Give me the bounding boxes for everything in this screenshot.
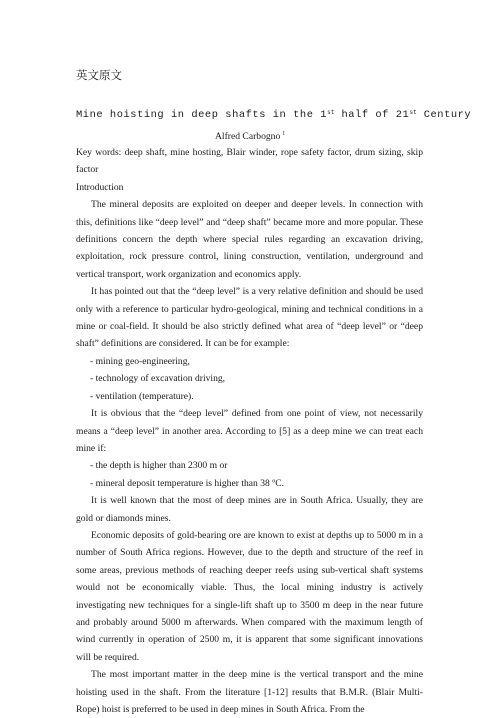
paragraph-2: It has pointed out that the “deep level” is a very relative definition and should be used only with a reference to particular hydro-geological, mining and technical conditions in a mine or coal-field. It should be also strictly defined what area of “deep level” or “deep shaft” definitions are considered. It can be for example: (76, 286, 423, 350)
title-superscript-1: st (327, 109, 335, 116)
body-text (76, 144, 423, 718)
paragraph-4: It is well known that the most of deep mines are in South Africa. Usually, they are gold or diamonds mines. (76, 495, 423, 524)
list-item: - mineral deposit temperature is higher than 38 ºC. (90, 477, 284, 489)
paragraph-6: The most important matter in the deep mine is the vertical transport and the mine hoisting used in the shaft. From the literature [1-12] results that B.M.R. (Blair Multi-Rope) hoist is preferred to be used in deep mines in South Africa. From the (76, 669, 423, 715)
intro-heading: Introduction (76, 181, 124, 193)
paper-title (76, 107, 472, 124)
list-item: - the depth is higher than 2300 m or (90, 460, 228, 472)
list-item: - ventilation (temperature). (90, 390, 194, 402)
paragraph-1: The mineral deposits are exploited on deeper and deeper levels. In connection with this, definitions like “deep level” and “deep shaft” became more and more popular. These definitions concern the depth where special rules regarding an excavation driving, exploitation, rock pressure control, lining construction, ventilation, underground and vertical transport, work organization and economics apply. (76, 199, 423, 280)
keywords: Key words: deep shaft, mine hosting, Blair winder, rope safety factor, drum sizing, skip factor (76, 147, 423, 176)
title-part-2: half of 21 (334, 109, 410, 121)
list-item: - mining geo-engineering, (90, 355, 190, 367)
author-line (215, 126, 285, 146)
title-part-3: Century (416, 109, 472, 121)
paragraph-5: Economic deposits of gold-bearing ore are known to exist at depths up to 5000 m in a number of South Africa regions. However, due to the depth and structure of the reef in some areas, previous methods of reaching deeper reefs using sub-vertical shaft systems would not be economically viable. Thus, the local mining industry is actively investigating new techniques for a single-lift shaft up to 3500 m deep in the near future and probably around 5000 m afterwards. When compared with the maximum length of wind currently in operation of 2500 m, it is apparent that some significant innovations will be required. (76, 529, 423, 663)
author-name: Alfred Carbogno (215, 131, 281, 143)
list-item: - technology of excavation driving, (90, 373, 226, 385)
paragraph-3: It is obvious that the “deep level” defined from one point of view, not necessarily means a “deep level” in another area. According to [5] as a deep mine we can treat each mine if: (76, 408, 423, 454)
section-heading: 英文原文 (76, 68, 122, 82)
title-part-1: Mine hoisting in deep shafts in the 1 (76, 109, 328, 121)
title-superscript-2: st (409, 109, 417, 116)
author-affiliation-mark: 1 (282, 131, 286, 137)
